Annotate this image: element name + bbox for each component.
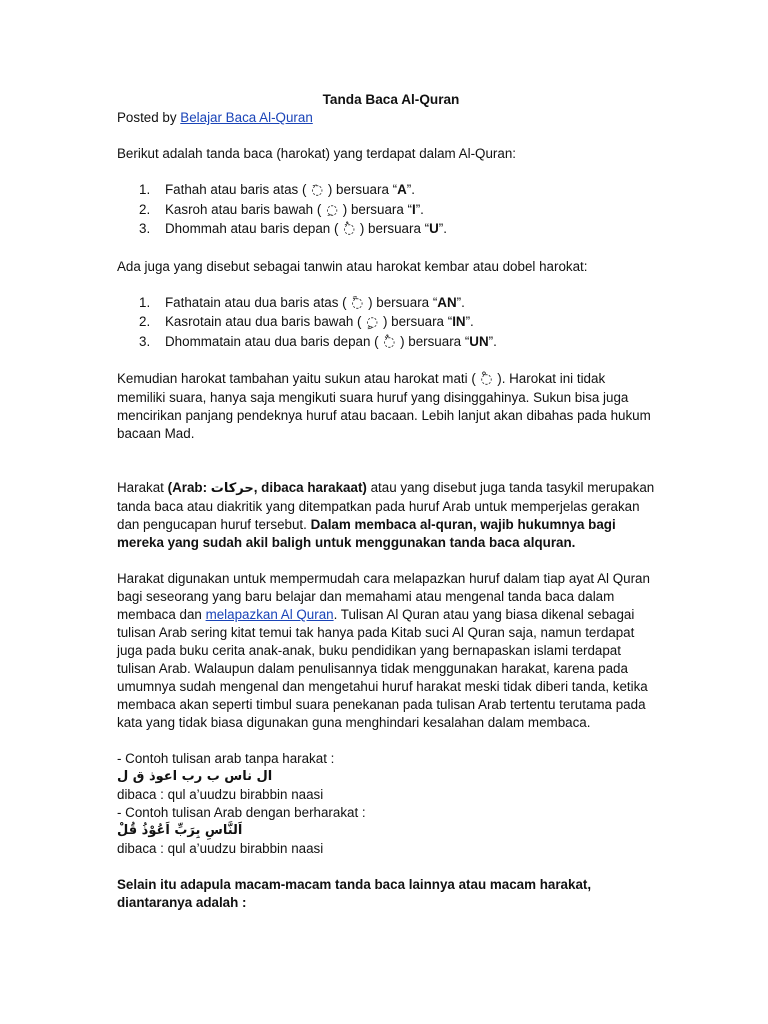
example2-label: - Contoh tulisan Arab dengan berharakat :: [117, 805, 366, 820]
usage-paragraph: Harakat digunakan untuk mempermudah cara melapazkan huruf dalam tiap ayat Al Quran bagi seseorang yang baru belajar dan memahami atau mengenal tanda baca dalam membaca dan melapazkan Al Quran. Tulisan Al Quran atau yang biasa dikenal sebagai tulisan Arab sering kitat temui tak hanya pada Kitab suci Al Quran saja, namun terdapat juga pada buku cerita anak-anak, buku pendidikan yang bernapaskan islami terdapat tulisan Arab. Walaupun dalam penulisannya tidak menggunakan harakat, karena pada umumnya sudah mengenal dan mengetahui huruf harakat meski tidak diberi tanda, ketika membaca akan seperti timbul suara penekanan pada tulisan Arab tertentu terutama pada kata yang tidak biasa digunakan guna menghindari kesalahan dalam membaca.: [117, 571, 650, 730]
list-item: 3. Dhommah atau baris depan ( ◌ُ ) bersuara “U”.: [117, 220, 657, 240]
tanwin-intro: Ada juga yang disebut sebagai tanwin atau harokat kembar atau dobel harokat:: [117, 258, 588, 274]
kasrotain-mark: ◌ٍ: [366, 315, 379, 330]
sukun-paragraph: Kemudian harokat tambahan yaitu sukun atau harokat mati ( ◌ْ ). Harokat ini tidak memiliki suara, hanya saja mengikuti suara huruf yang disinggahinya. Sukun bisa juga mencirikan panjang pendeknya huruf atau bacaan. Lebih lanjut akan dibahas pada hukum bacaan Mad.: [117, 371, 651, 441]
sukun-mark: ◌ْ: [480, 372, 493, 387]
intro-paragraph: Berikut adalah tanda baca (harokat) yang terdapat dalam Al-Quran:: [117, 146, 516, 161]
list-item: 2. Kasrotain atau dua baris bawah ( ◌ٍ ) bersuara “IN”.: [117, 313, 657, 333]
example2-reading: dibaca : qul a’uudzu birabbin naasi: [117, 841, 324, 856]
byline-prefix: Posted by: [117, 110, 181, 125]
list-item: 1. Fathatain atau dua baris atas ( ◌ً ) bersuara “AN”.: [117, 294, 657, 314]
example1-label: - Contoh tulisan arab tanpa harakat :: [117, 751, 335, 766]
list-item: 1. Fathah atau baris atas ( ◌َ ) bersuara “A”.: [117, 181, 657, 201]
example1-reading: dibaca : qul a’uudzu birabbin naasi: [117, 787, 324, 802]
list-item: 3. Dhommatain atau dua baris depan ( ◌ٌ ) bersuara “UN”.: [117, 333, 657, 353]
byline: [117, 109, 657, 127]
dhommah-mark: ◌ُ: [343, 222, 355, 237]
fathatain-mark: ◌ً: [351, 295, 364, 311]
list-item: 2. Kasroh atau baris bawah ( ◌ِ ) bersuara “I”.: [117, 201, 657, 221]
fathah-mark: ◌َ: [311, 183, 323, 198]
harakat-paragraph: Harakat (Arab: حركات, dibaca harakaat) atau yang disebut juga tanda tasykil merupakan tanda baca atau diakritik yang ditempatkan pada huruf Arab untuk memperjelas gerakan dan pengucapan huruf tersebut. Dalam membaca al-quran, wajib hukumnya bagi mereka yang sudah akil baligh untuk menggunakan tanda baca alquran.: [117, 480, 655, 550]
dhommatain-mark: ◌ٌ: [383, 334, 396, 350]
document-body: [117, 91, 657, 912]
author-link[interactable]: Belajar Baca Al-Quran: [180, 110, 313, 125]
kasroh-mark: ◌ِ: [326, 202, 338, 218]
melapazkan-link[interactable]: melapazkan Al Quran: [205, 607, 334, 622]
tanwin-list: [117, 294, 657, 353]
closing-paragraph: Selain itu adapula macam-macam tanda baca lainnya atau macam harakat, diantaranya adalah :: [117, 877, 592, 910]
example2-arabic: اَلنَّاسِ بِرَبِّ اَعُوْذُ قُلْ: [117, 823, 243, 838]
harokat-list: [117, 181, 657, 240]
harakat-arabic-word: حركات: [210, 481, 254, 496]
page-title: Tanda Baca Al-Quran: [322, 92, 460, 107]
example1-arabic: ال ناس ب رب اعوذ ق ل: [117, 769, 273, 784]
